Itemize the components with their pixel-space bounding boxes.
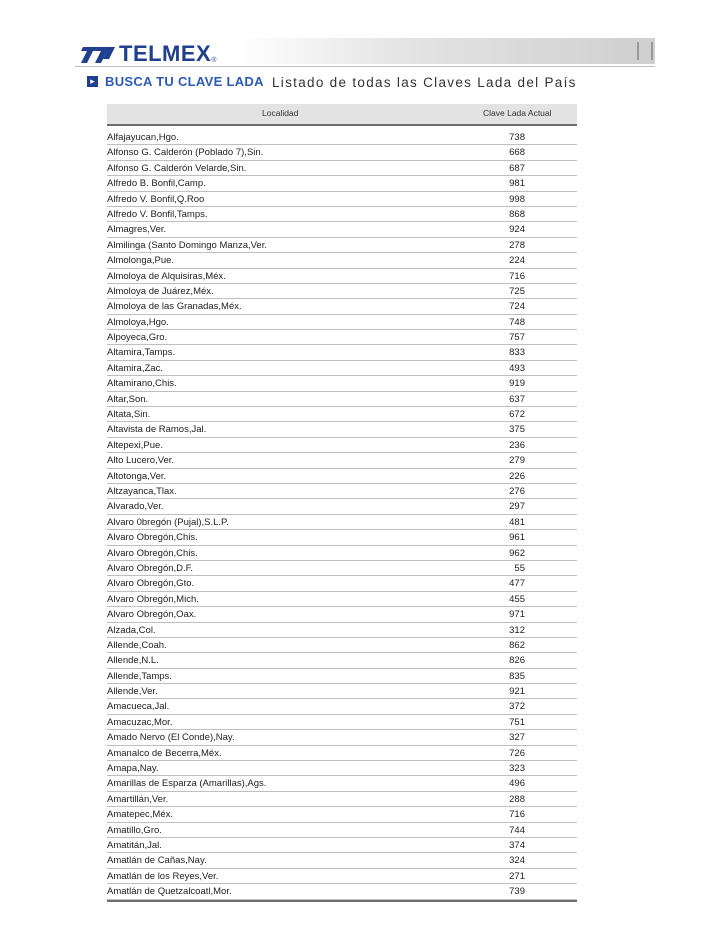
table-row (107, 776, 577, 791)
cell-localidad: Amatillo,Gro. (107, 824, 162, 836)
header-gradient (235, 38, 655, 64)
header-clave: Clave Lada Actual (483, 108, 552, 118)
cell-localidad: Almoloya de las Granadas,Méx. (107, 301, 242, 313)
cell-localidad: Amatepec,Méx. (107, 809, 173, 821)
table-bottom-rule (107, 900, 577, 902)
cell-localidad: Alvaro Obregón,D.F. (107, 562, 194, 574)
cell-localidad: Alpoyeca,Gro. (107, 332, 168, 344)
table-row (107, 623, 577, 638)
table-row (107, 345, 577, 360)
table-row (107, 761, 577, 776)
cell-localidad: Almoloya de Alquisiras,Méx. (107, 270, 226, 282)
table-row (107, 807, 577, 822)
lada-table (107, 104, 577, 902)
cell-localidad: Altamira,Zac. (107, 362, 163, 374)
cell-localidad: Alzada,Col. (107, 624, 156, 636)
table-row (107, 238, 577, 253)
cell-clave: 637 (509, 393, 525, 405)
cell-clave: 226 (509, 470, 525, 482)
table-row (107, 792, 577, 807)
cell-clave: 748 (509, 316, 525, 328)
table-row (107, 838, 577, 853)
cell-localidad: Alfonso G. Calderón Velarde,Sin. (107, 162, 247, 174)
cell-localidad: Amanalco de Becerra,Méx. (107, 747, 222, 759)
cell-clave: 493 (509, 362, 525, 374)
cell-clave: 312 (509, 624, 525, 636)
cell-clave: 324 (509, 855, 525, 867)
arrow-right-icon: ▸ (87, 76, 98, 87)
cell-clave: 372 (509, 701, 525, 713)
table-row (107, 530, 577, 545)
table-row (107, 699, 577, 714)
cell-clave: 962 (509, 547, 525, 559)
table-row (107, 715, 577, 730)
header-divider (651, 42, 653, 60)
telmex-logo-icon (81, 43, 115, 65)
table-row (107, 361, 577, 376)
cell-clave: 919 (509, 378, 525, 390)
cell-localidad: Almoloya de Juárez,Méx. (107, 285, 214, 297)
cell-clave: 862 (509, 639, 525, 651)
cell-clave: 981 (509, 178, 525, 190)
cell-localidad: Amacuzac,Mor. (107, 716, 173, 728)
cell-clave: 971 (509, 609, 525, 621)
cell-localidad: Amatitán,Jal. (107, 839, 162, 851)
table-row (107, 669, 577, 684)
cell-localidad: Allende,Coah. (107, 639, 167, 651)
table-row (107, 730, 577, 745)
cell-clave: 868 (509, 208, 525, 220)
table-row (107, 453, 577, 468)
cell-clave: 724 (509, 301, 525, 313)
table-row (107, 653, 577, 668)
cell-clave: 921 (509, 686, 525, 698)
cell-clave: 236 (509, 439, 525, 451)
cell-clave: 833 (509, 347, 525, 359)
cell-localidad: Allende,N.L. (107, 655, 159, 667)
cell-localidad: Amatlán de Cañas,Nay. (107, 855, 207, 867)
table-row (107, 746, 577, 761)
cell-localidad: Amartillán,Ver. (107, 793, 169, 805)
cell-clave: 744 (509, 824, 525, 836)
table-row (107, 145, 577, 160)
table-body (107, 130, 577, 900)
cell-localidad: Alvaro Obregón,Oax. (107, 609, 197, 621)
table-row (107, 222, 577, 237)
cell-clave: 924 (509, 224, 525, 236)
cell-localidad: Almolonga,Pue. (107, 255, 175, 267)
cell-clave: 961 (509, 532, 525, 544)
table-row (107, 638, 577, 653)
table-row (107, 269, 577, 284)
table-row (107, 284, 577, 299)
table-row (107, 853, 577, 868)
cell-localidad: Alfredo V. Bonfil,Q.Roo (107, 193, 205, 205)
cell-clave: 826 (509, 655, 525, 667)
cell-clave: 455 (509, 593, 525, 605)
cell-localidad: Allende,Tamps. (107, 670, 172, 682)
table-row (107, 469, 577, 484)
cell-localidad: Amacueca,Jal. (107, 701, 170, 713)
table-row (107, 823, 577, 838)
cell-clave: 477 (509, 578, 525, 590)
telmex-logo (81, 42, 216, 66)
brand-name: TELMEX (119, 41, 212, 66)
cell-clave: 279 (509, 455, 525, 467)
cell-clave: 323 (509, 763, 525, 775)
cell-localidad: Alfredo B. Bonfil,Camp. (107, 178, 206, 190)
cell-clave: 271 (509, 870, 525, 882)
cell-localidad: Amado Nervo (El Conde),Nay. (107, 732, 235, 744)
table-row (107, 561, 577, 576)
table-row (107, 422, 577, 437)
cell-clave: 716 (509, 270, 525, 282)
table-row (107, 884, 577, 899)
table-row (107, 330, 577, 345)
header-divider (637, 42, 639, 60)
cell-clave: 668 (509, 147, 525, 159)
table-row (107, 392, 577, 407)
table-row (107, 607, 577, 622)
cell-clave: 224 (509, 255, 525, 267)
cell-clave: 278 (509, 239, 525, 251)
cell-localidad: Alvaro Obregón,Gto. (107, 578, 195, 590)
table-header (107, 104, 577, 126)
cell-clave: 481 (509, 516, 525, 528)
cell-localidad: Amarillas de Esparza (Amarillas),Ags. (107, 778, 267, 790)
table-row (107, 684, 577, 699)
cell-localidad: Alvaro Obregón,Chis. (107, 547, 198, 559)
table-row (107, 438, 577, 453)
cell-clave: 55 (514, 562, 525, 574)
cell-localidad: Alfredo V. Bonfil,Tamps. (107, 208, 208, 220)
table-row (107, 407, 577, 422)
cell-clave: 738 (509, 132, 525, 143)
cell-clave: 739 (509, 886, 525, 898)
cell-localidad: Alvaro Obregón,Chis. (107, 532, 198, 544)
registered-mark: ® (211, 57, 217, 64)
cell-localidad: Altepexi,Pue. (107, 439, 163, 451)
table-row (107, 299, 577, 314)
cell-localidad: Alvarado,Ver. (107, 501, 164, 513)
tagline (87, 74, 264, 89)
table-row (107, 515, 577, 530)
cell-clave: 288 (509, 793, 525, 805)
cell-localidad: Alvaro 0bregón (Pujal),S.L.P. (107, 516, 229, 528)
cell-localidad: Alvaro Obregón,Mich. (107, 593, 199, 605)
cell-localidad: Altamirano,Chis. (107, 378, 177, 390)
cell-localidad: Almagres,Ver. (107, 224, 167, 236)
tagline-text: BUSCA TU CLAVE LADA (105, 74, 264, 89)
cell-clave: 687 (509, 162, 525, 174)
cell-localidad: Amapa,Nay. (107, 763, 159, 775)
cell-clave: 751 (509, 716, 525, 728)
cell-localidad: Amatlán de los Reyes,Ver. (107, 870, 219, 882)
cell-localidad: Altavista de Ramos,Jal. (107, 424, 207, 436)
table-row (107, 253, 577, 268)
cell-clave: 998 (509, 193, 525, 205)
cell-localidad: Altata,Sin. (107, 409, 151, 421)
cell-localidad: Almoloya,Hgo. (107, 316, 169, 328)
cell-clave: 276 (509, 485, 525, 497)
table-row (107, 484, 577, 499)
table-row (107, 592, 577, 607)
table-row (107, 869, 577, 884)
table-row (107, 176, 577, 191)
cell-clave: 716 (509, 809, 525, 821)
cell-localidad: Alfonso G. Calderón (Poblado 7),Sin. (107, 147, 264, 159)
cell-localidad: Alto Lucero,Ver. (107, 455, 175, 467)
cell-clave: 835 (509, 670, 525, 682)
table-row (107, 376, 577, 391)
cell-clave: 672 (509, 409, 525, 421)
cell-clave: 496 (509, 778, 525, 790)
table-row (107, 499, 577, 514)
cell-clave: 375 (509, 424, 525, 436)
table-row (107, 546, 577, 561)
table-row (107, 192, 577, 207)
table-row (107, 161, 577, 176)
cell-clave: 726 (509, 747, 525, 759)
cell-localidad: Allende,Ver. (107, 686, 158, 698)
cell-localidad: Altotonga,Ver. (107, 470, 167, 482)
table-row (107, 315, 577, 330)
cell-clave: 374 (509, 839, 525, 851)
cell-localidad: Altamira,Tamps. (107, 347, 176, 359)
cell-clave: 327 (509, 732, 525, 744)
cell-clave: 757 (509, 332, 525, 344)
cell-localidad: Alfajayucan,Hgo. (107, 132, 179, 143)
table-row (107, 130, 577, 145)
page-title: Listado de todas las Claves Lada del País (272, 75, 577, 90)
cell-localidad: Altzayanca,Tlax. (107, 485, 177, 497)
cell-localidad: Altar,Son. (107, 393, 149, 405)
table-row (107, 207, 577, 222)
cell-localidad: Almilinga (Santo Domingo Manza,Ver. (107, 239, 267, 251)
cell-clave: 725 (509, 285, 525, 297)
header-localidad: Localidad (262, 108, 299, 118)
table-row (107, 576, 577, 591)
cell-localidad: Amatlán de Quetzalcoatl,Mor. (107, 886, 232, 898)
cell-clave: 297 (509, 501, 525, 513)
